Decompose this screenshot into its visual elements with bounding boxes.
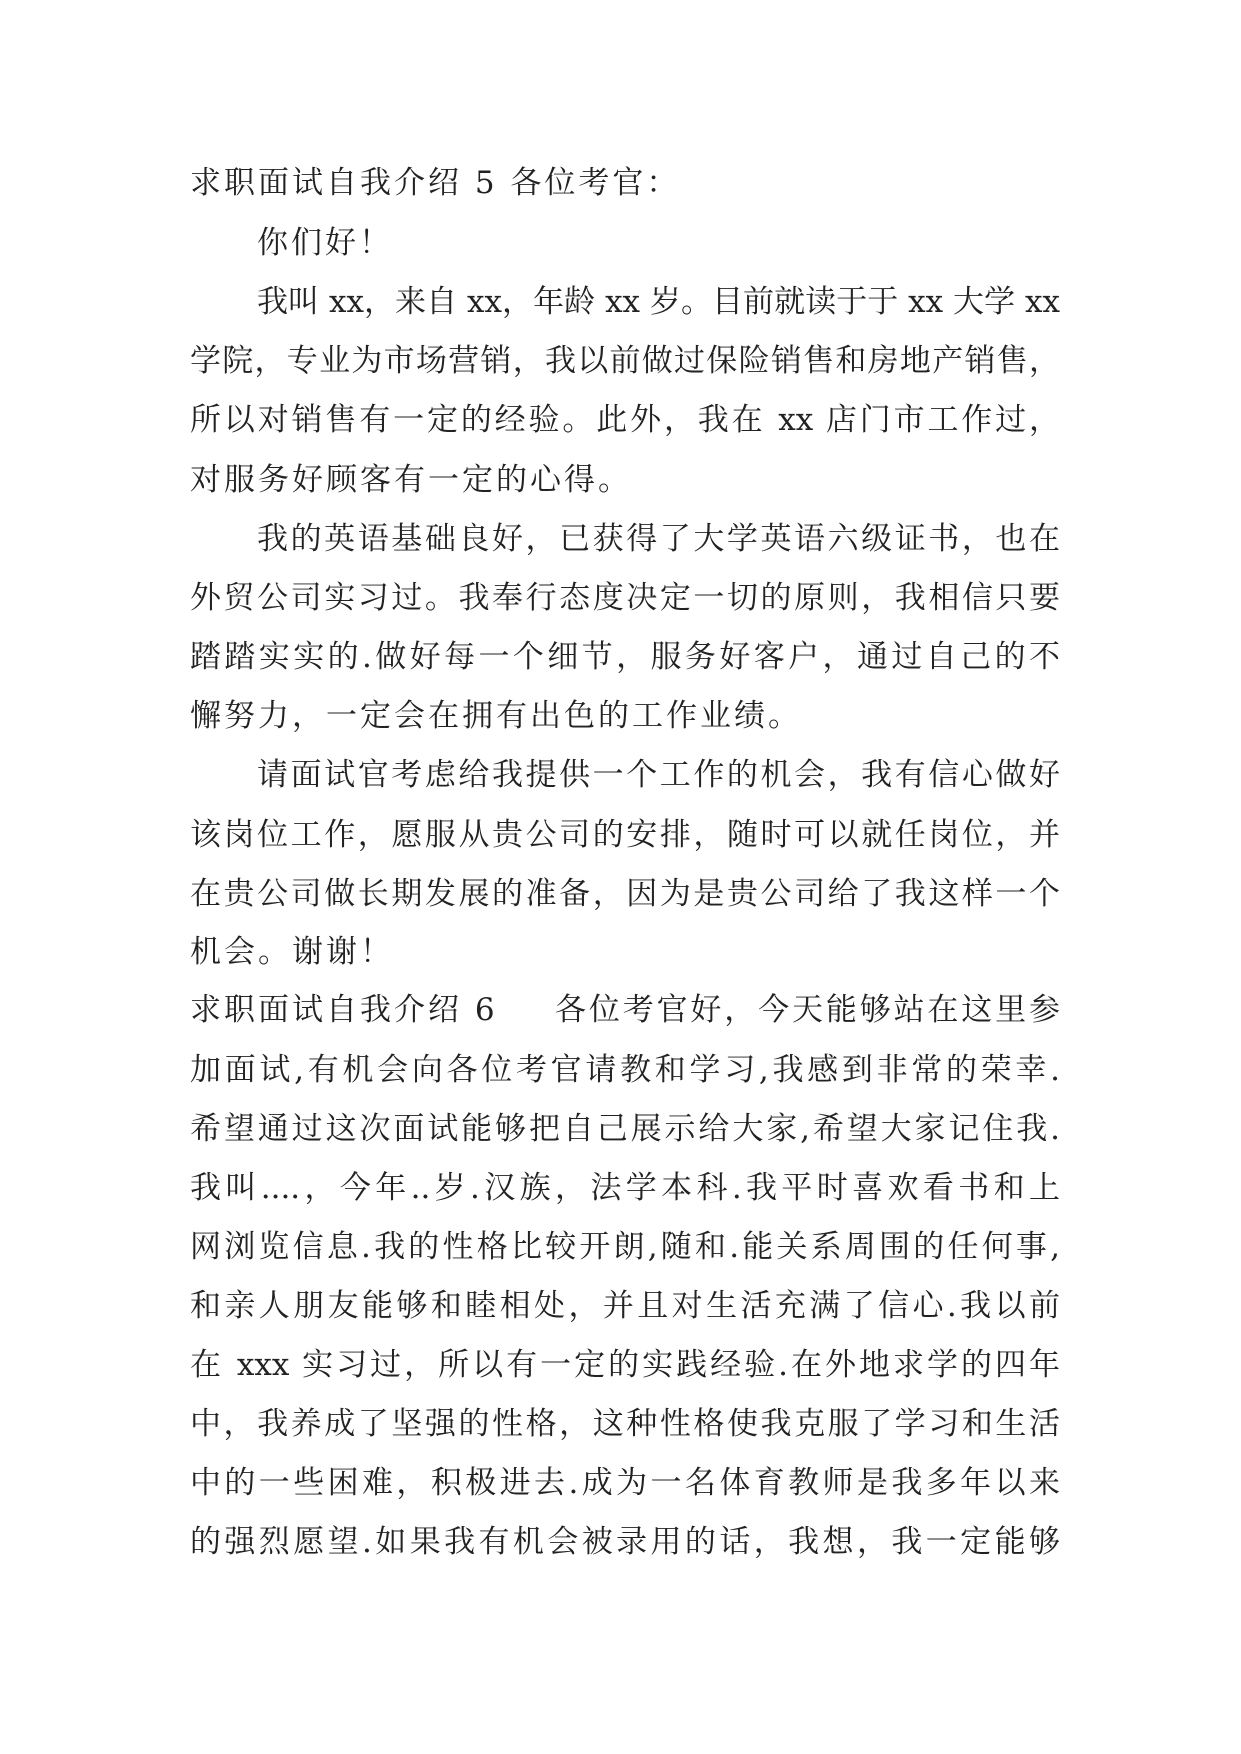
paragraph-line: 懈努力，一定会在拥有出色的工作业绩。 (190, 698, 802, 734)
paragraph-line: 中的一些困难，积极进去.成为一名体育教师是我多年以来 (190, 1465, 1060, 1501)
paragraph-line: 的强烈愿望.如果我有机会被录用的话，我想，我一定能够 (190, 1524, 1060, 1560)
paragraph-line: 对服务好顾客有一定的心得。 (190, 462, 632, 498)
paragraph-line: 和亲人朋友能够和睦相处，并且对生活充满了信心.我以前 (190, 1288, 1060, 1324)
paragraph-line: 在 xxx 实习过，所以有一定的实践经验.在外地求学的四年 (190, 1347, 1060, 1383)
paragraph-line: 我的英语基础良好，已获得了大学英语六级证书，也在 (257, 521, 1060, 557)
paragraph-line: 外贸公司实习过。我奉行态度决定一切的原则，我相信只要 (190, 580, 1060, 616)
paragraph-line: 踏踏实实的.做好每一个细节，服务好客户，通过自己的不 (190, 639, 1060, 675)
paragraph-line: 学院，专业为市场营销，我以前做过保险销售和房地产销售， (190, 343, 1060, 379)
paragraph-line: 我叫 xx，来自 xx，年龄 xx 岁。目前就读于于 xx 大学 xx (257, 284, 1060, 320)
section-heading-6: 求职面试自我介绍 6 (190, 992, 498, 1028)
paragraph-line: 希望通过这次面试能够把自己展示给大家,希望大家记住我. (190, 1111, 1060, 1147)
paragraph-line: 加面试,有机会向各位考官请教和学习,我感到非常的荣幸. (190, 1052, 1060, 1088)
paragraph-line: 该岗位工作，愿服从贵公司的安排，随时可以就任岗位，并 (190, 817, 1060, 853)
paragraph-line: 中，我养成了坚强的性格，这种性格使我克服了学习和生活 (190, 1406, 1060, 1442)
section-heading-5: 求职面试自我介绍 5 各位考官： (190, 165, 681, 201)
paragraph-line: 在贵公司做长期发展的准备，因为是贵公司给了我这样一个 (190, 876, 1060, 912)
paragraph-line: 所以对销售有一定的经验。此外，我在 xx 店门市工作过， (190, 402, 1060, 438)
paragraph-line: 我叫....，今年..岁.汉族，法学本科.我平时喜欢看书和上 (190, 1170, 1060, 1206)
paragraph-line: 各位考官好，今天能够站在这里参 (555, 992, 1060, 1028)
greeting-line: 你们好！ (257, 225, 393, 261)
paragraph-line: 机会。谢谢！ (190, 934, 394, 970)
paragraph-line: 网浏览信息.我的性格比较开朗,随和.能关系周围的任何事, (190, 1229, 1060, 1265)
paragraph-line: 请面试官考虑给我提供一个工作的机会，我有信心做好 (257, 757, 1060, 793)
